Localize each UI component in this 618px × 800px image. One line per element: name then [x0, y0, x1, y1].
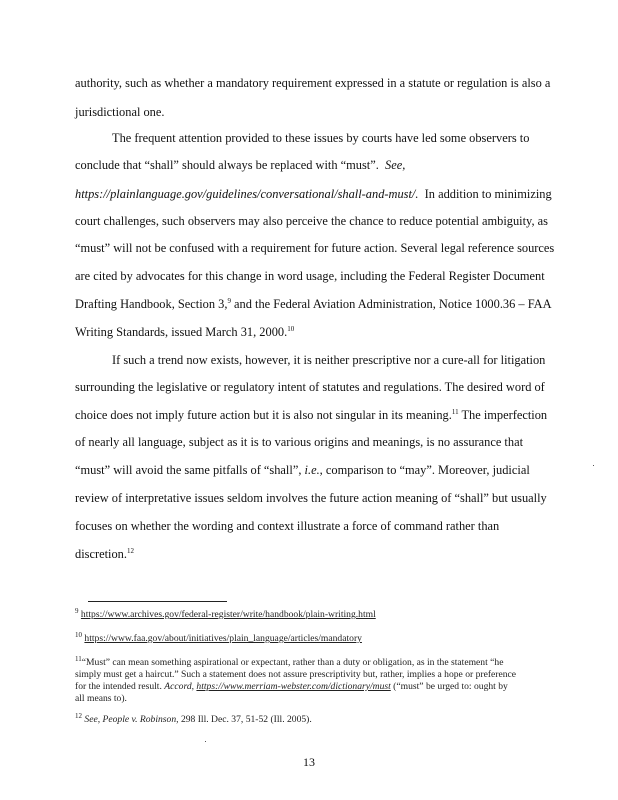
footnote-9-link[interactable]: https://www.archives.gov/federal-register/write/handbook/plain-writing.html — [80, 609, 376, 620]
body-line: of nearly all language, subject as it is to various origins and meanings, is no assurance that — [75, 435, 524, 449]
body-text: and the Federal Aviation Administration, Notice 1000.36 – FAA — [230, 297, 552, 311]
ie-abbrev: i.e., — [304, 463, 323, 477]
body-line: focuses on whether the wording and context illustrate a force of command rather than — [75, 519, 500, 533]
footnote-number: 12 — [75, 711, 82, 720]
body-line: If such a trend now exists, however, it is neither prescriptive nor a cure-all for litigation — [112, 353, 546, 367]
scan-speck — [593, 465, 594, 466]
footnote-ref-9[interactable]: 9 — [227, 296, 231, 305]
accord-signal: Accord, — [164, 681, 195, 692]
footnote-ref-10[interactable]: 10 — [287, 324, 295, 333]
body-line — [75, 407, 548, 423]
footnote-number: 9 — [75, 606, 79, 615]
footnote-number: 10 — [75, 630, 82, 639]
footnote-11-line: all means to). — [75, 693, 127, 704]
citation-signal: See, — [385, 158, 406, 172]
footnote-9 — [75, 606, 545, 621]
body-line — [75, 546, 545, 562]
body-line — [75, 157, 545, 173]
footnote-divider — [88, 601, 227, 602]
body-line: are cited by advocates for this change in word usage, including the Federal Register Document — [75, 269, 545, 283]
footnote-10 — [75, 630, 545, 645]
footnote-ref-12[interactable]: 12 — [126, 546, 134, 555]
merriam-webster-link[interactable]: https://www.merriam-webster.com/dictionary/must — [196, 681, 391, 692]
body-line: “must” will not be confused with a requirement for future action. Several legal reference sources — [75, 241, 555, 255]
case-citation: 298 Ill. Dec. 37, 51-52 (Ill. 2005). — [178, 714, 312, 725]
scan-speck — [205, 741, 206, 742]
body-line — [75, 462, 545, 478]
body-line: jurisdictional one. — [75, 105, 165, 119]
body-text: Writing Standards, issued March 31, 2000. — [75, 325, 288, 339]
footnote-12 — [75, 711, 545, 726]
body-line: authority, such as whether a mandatory requirement expressed in a statute or regulation is also a — [75, 76, 551, 90]
footnote-11-text: (“must” be urged to: ought by — [390, 681, 508, 692]
body-text: Drafting Handbook, Section 3, — [75, 297, 228, 311]
plainlanguage-link[interactable]: https://plainlanguage.gov/guidelines/conversational/shall-and-must/. — [75, 187, 419, 201]
body-line: court challenges, such observers may also perceive the chance to reduce potential ambiguity, as — [75, 214, 548, 228]
footnote-10-link[interactable]: https://www.faa.gov/about/initiatives/plain_language/articles/mandatory — [84, 633, 362, 644]
body-text: The imperfection — [458, 408, 548, 422]
footnote-ref-11[interactable]: 11 — [451, 407, 459, 416]
body-line — [75, 296, 552, 312]
body-line — [75, 186, 552, 202]
body-line: surrounding the legislative or regulatory intent of statutes and regulations. The desired word of — [75, 380, 545, 394]
body-line: review of interpretative issues seldom involves the future action meaning of “shall” but usually — [75, 491, 547, 505]
footnote-11 — [75, 654, 545, 705]
body-text: discretion. — [75, 547, 127, 561]
body-text: conclude that “shall” should always be replaced with “must”. — [75, 158, 379, 172]
body-text: In addition to minimizing — [424, 187, 552, 201]
body-text: “must” will avoid the same pitfalls of “shall”, — [75, 463, 302, 477]
case-name: See, People v. Robinson, — [84, 714, 179, 725]
body-text: choice does not imply future action but it is also not singular in its meaning. — [75, 408, 452, 422]
body-text: comparison to “may”. Moreover, judicial — [322, 463, 530, 477]
page-number: 13 — [303, 755, 315, 769]
body-line: The frequent attention provided to these issues by courts have led some observers to — [112, 131, 530, 145]
footnote-11-line: “Must” can mean something aspirational or expectant, rather than a duty or obligation, as in the statement “he — [81, 657, 504, 668]
body-line — [75, 324, 545, 340]
footnote-number: 11 — [75, 654, 82, 663]
footnote-11-text: for the intended result. — [75, 681, 162, 692]
footnote-11-line: simply must get a haircut.” Such a statement does not assure prescriptivity but, rather, implies a hope or preference — [75, 669, 517, 680]
